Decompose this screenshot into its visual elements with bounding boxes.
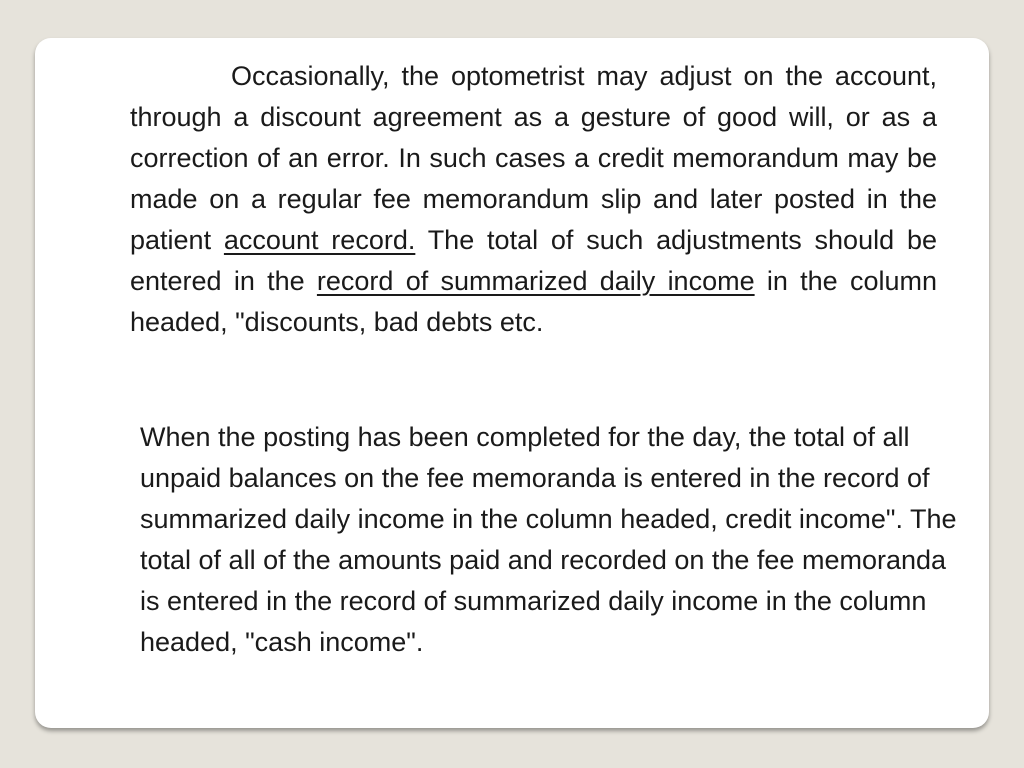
paragraph-adjustments <box>130 56 937 343</box>
paragraph-1-text-end: in the column headed, "discounts, bad debts etc. <box>130 266 937 337</box>
record-of-summarized-daily-income-term: record of summarized daily income <box>316 266 755 296</box>
paragraph-1-text-middle: The total of such adjustments should be entered in the <box>130 225 937 296</box>
account-record-term: account record. <box>223 225 416 255</box>
slide-card <box>35 38 989 728</box>
paragraph-posting: When the posting has been completed for the day, the total of all unpaid balances on the fee memoranda is entered in the record of summarized daily income in the column headed, credit income". The total of all of the amounts paid and recorded on the fee memoranda is entered in the record of summarized daily income in the column headed, "cash income". <box>140 422 957 657</box>
paragraph-1-text-start: Occasionally, the optometrist may adjust on the account, through a discount agreement as a gesture of good will, or as a correction of an error. In such cases a credit memorandum may be made on a regular fee memorandum slip and later posted in the patient <box>130 61 937 255</box>
